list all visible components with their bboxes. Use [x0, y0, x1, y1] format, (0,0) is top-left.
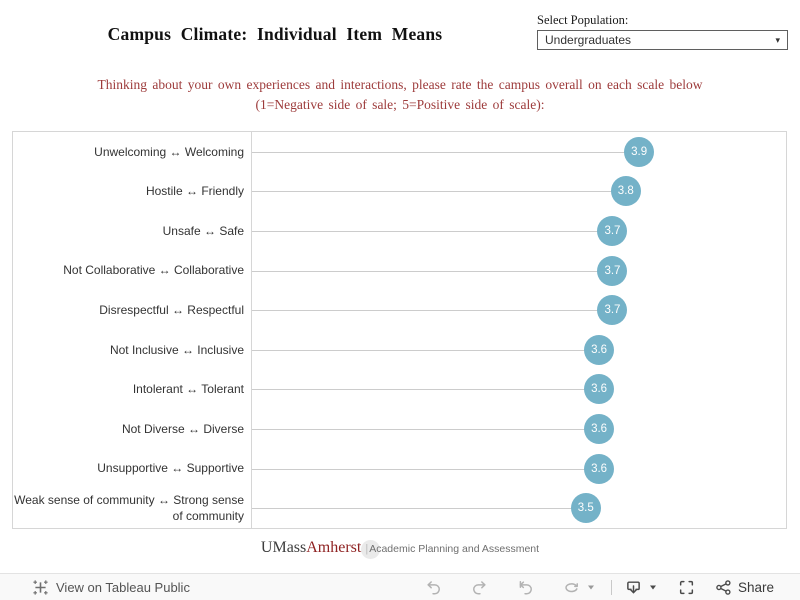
- question-line-1: Thinking about your own experiences and interactions, please rate the campus overall on each scale below: [97, 77, 703, 92]
- revert-button[interactable]: [517, 579, 534, 596]
- lollipop-line: [252, 350, 599, 351]
- value-dot[interactable]: 3.6: [584, 414, 614, 444]
- caret-down-icon: [648, 582, 658, 592]
- row-plot: [251, 409, 786, 449]
- row-plot: [251, 290, 786, 330]
- category-label: Not Diverse ↔ Diverse: [121, 421, 244, 436]
- value-dot[interactable]: 3.7: [597, 216, 627, 246]
- chart-rows: [13, 132, 786, 528]
- fullscreen-icon: [678, 579, 695, 596]
- download-icon: [625, 579, 642, 596]
- row-plot: [251, 172, 786, 212]
- lollipop-line: [252, 152, 639, 153]
- undo-icon: [425, 579, 442, 596]
- redo-button[interactable]: [471, 579, 488, 596]
- chart-row: [13, 449, 786, 489]
- logo-umass-text: UMass: [260, 539, 307, 556]
- logo-department-text: Academic Planning and Assessment: [369, 543, 540, 555]
- caret-down-icon: [586, 582, 596, 592]
- select-caret-icon: ▾: [775, 34, 780, 45]
- category-label: Not Collaborative ↔ Collaborative: [63, 263, 244, 278]
- value-dot[interactable]: 3.6: [584, 335, 614, 365]
- lollipop-line: [252, 271, 612, 272]
- category-label: Disrespectful ↔ Respectful: [99, 303, 244, 318]
- lollipop-line: [252, 191, 626, 192]
- revert-icon: [517, 579, 534, 596]
- refresh-icon: [563, 579, 580, 596]
- population-select-value: Undergraduates: [545, 33, 632, 47]
- share-icon: [715, 579, 732, 596]
- chart-row: [13, 370, 786, 410]
- category-label: Unsupportive ↔ Supportive: [97, 461, 244, 476]
- logo-amherst-text: Amherst: [306, 539, 362, 556]
- download-button[interactable]: [625, 579, 642, 596]
- value-dot[interactable]: 3.7: [597, 256, 627, 286]
- share-label: Share: [737, 579, 774, 595]
- toolbar-divider: [611, 580, 612, 595]
- fullscreen-button[interactable]: [678, 579, 695, 596]
- value-dot[interactable]: 3.7: [597, 295, 627, 325]
- row-plot: [251, 370, 786, 410]
- lollipop-line: [252, 508, 586, 509]
- history-caret-button[interactable]: [586, 582, 596, 592]
- chart-row: [13, 251, 786, 291]
- value-dot[interactable]: 3.5: [571, 493, 601, 523]
- value-dot[interactable]: 3.9: [624, 137, 654, 167]
- row-plot: [251, 488, 786, 528]
- category-label: Unsafe ↔ Safe: [162, 223, 244, 238]
- chart-row: [13, 290, 786, 330]
- refresh-button[interactable]: [563, 579, 580, 596]
- row-plot: [251, 449, 786, 489]
- lollipop-line: [252, 429, 599, 430]
- chart-question-text: [12, 75, 788, 115]
- category-label: Hostile ↔ Friendly: [145, 184, 244, 199]
- population-filter-label: Select Population:: [537, 13, 629, 27]
- tableau-toolbar: [0, 573, 800, 600]
- chart-row: [13, 409, 786, 449]
- category-label: Not Inclusive ↔ Inclusive: [109, 342, 244, 357]
- population-select[interactable]: [537, 30, 788, 50]
- view-on-tableau-public-link[interactable]: [32, 579, 190, 596]
- lollipop-line: [252, 231, 612, 232]
- chart-panel: [12, 131, 787, 529]
- lollipop-line: [252, 469, 599, 470]
- lollipop-line: [252, 389, 599, 390]
- row-plot: [251, 330, 786, 370]
- category-label: Weak sense of community ↔ Strong sense of community: [14, 492, 244, 524]
- row-plot: [251, 211, 786, 251]
- lollipop-line: [252, 310, 612, 311]
- logo-divider: |: [365, 543, 369, 555]
- toolbar-actions: [425, 579, 774, 596]
- chart-row: [13, 330, 786, 370]
- umass-logo: [0, 539, 800, 557]
- value-dot[interactable]: 3.6: [584, 374, 614, 404]
- value-dot[interactable]: 3.6: [584, 454, 614, 484]
- undo-button[interactable]: [425, 579, 442, 596]
- page-title: Campus Climate: Individual Item Means: [107, 24, 443, 44]
- chart-row: [13, 211, 786, 251]
- download-caret-button[interactable]: [648, 582, 658, 592]
- redo-icon: [471, 579, 488, 596]
- chart-row: [13, 132, 786, 172]
- row-plot: [251, 132, 786, 172]
- row-plot: [251, 251, 786, 291]
- share-button[interactable]: [715, 579, 774, 596]
- chart-row: [13, 172, 786, 212]
- tableau-logo-icon: [32, 579, 49, 596]
- value-dot[interactable]: 3.8: [611, 176, 641, 206]
- chart-row: [13, 488, 786, 528]
- category-label: Unwelcoming ↔ Welcoming: [94, 144, 244, 159]
- question-line-2: (1=Negative side of sale; 5=Positive side of scale):: [255, 97, 545, 112]
- category-label: Intolerant ↔ Tolerant: [132, 382, 244, 397]
- view-on-tableau-public-label: View on Tableau Public: [56, 579, 190, 595]
